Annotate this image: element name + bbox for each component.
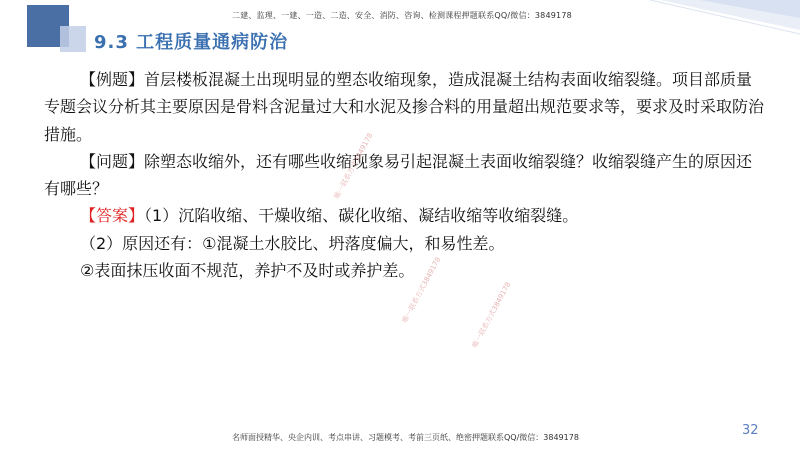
answer-line-1 bbox=[44, 202, 764, 229]
watermark: 唯一联系方式3849178 bbox=[332, 131, 375, 201]
slide-content bbox=[44, 66, 764, 284]
watermark: 唯一联系方式3849178 bbox=[470, 280, 513, 350]
answer-text-1: （1）沉陷收缩、干燥收缩、碳化收缩、凝结收缩等收缩裂缝。 bbox=[144, 206, 579, 226]
answer-line-3: ②表面抹压收面不规范，养护不及时或养护差。 bbox=[80, 261, 415, 281]
answer-label: 【答案】 bbox=[80, 206, 145, 226]
top-banner: 二建、监理、一建、一造、二造、安全、消防、咨询、检测课程押题联系QQ/微信：3849178 bbox=[232, 11, 572, 20]
bottom-banner: 名师面授精华、央企内训、考点串讲、习题模考、考前三页纸、绝密押题联系QQ/微信：3849178 bbox=[232, 433, 579, 442]
answer-line-2: （2）原因还有：①混凝土水胶比、坍落度偏大，和易性差。 bbox=[80, 233, 505, 253]
page-number: 32 bbox=[742, 423, 759, 438]
example-paragraph: 【例题】首层楼板混凝土出现明显的塑态收缩现象，造成混凝土结构表面收缩裂缝。项目部质量专题会议分析其主要原因是骨料含泥量过大和水泥及掺合料的用量超出规范要求等，要求及时采取防治措施。 bbox=[44, 70, 765, 144]
question-paragraph: 【问题】除塑态收缩外，还有哪些收缩现象易引起混凝土表面收缩裂缝？收缩裂缝产生的原因还有哪些？ bbox=[44, 151, 753, 199]
page-title: 9.3 工程质量通病防治 bbox=[94, 32, 289, 53]
watermark: 唯一联系方式3849178 bbox=[400, 255, 443, 325]
